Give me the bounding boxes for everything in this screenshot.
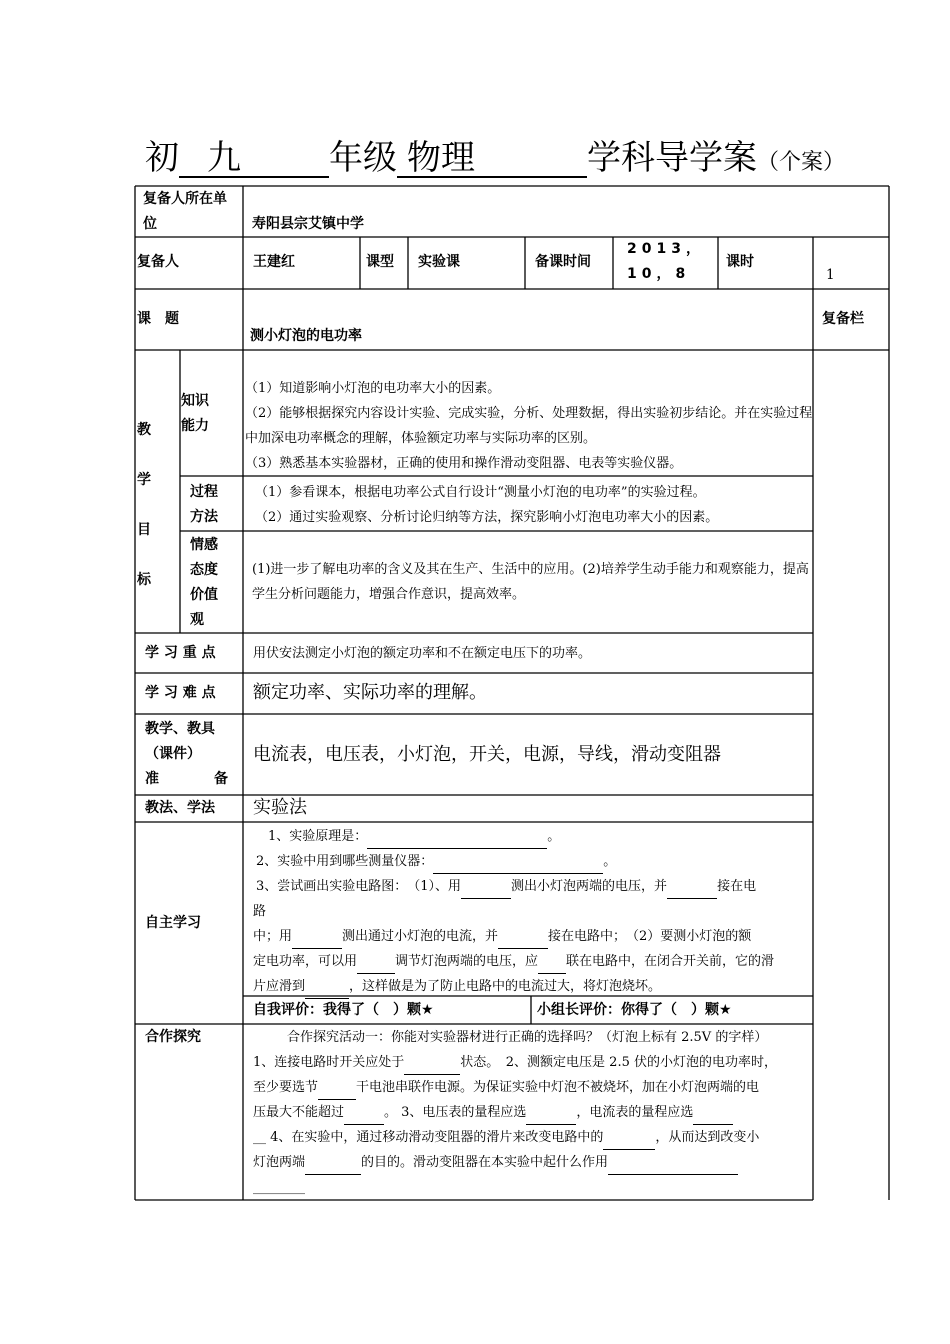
- process-label: 过程方法: [190, 484, 218, 525]
- knowledge-item-3: （3）熟悉基本实验器材，正确的使用和操作滑动变阻器、电表等实验仪器。: [245, 456, 683, 471]
- unit-value: 寿阳县宗艾镇中学: [252, 216, 364, 232]
- cooperation-line-7: ________: [253, 1180, 305, 1195]
- method-label: 教法、学法: [145, 800, 215, 816]
- self-study-line-7: 片应滑到 ，这样做是为了防止电路中的电流过大，将灯泡烧坏。: [253, 974, 661, 999]
- cooperation-line-5: __ 4、在实验中，通过移动滑动变阻器的滑片来改变电路中的 ，从而达到改变小: [253, 1125, 759, 1150]
- prep-time-label: 备课时间: [535, 254, 591, 270]
- process-item-1: （1）参看课本，根据电功率公式自行设计“测量小灯泡的电功率”的实验过程。: [255, 485, 706, 500]
- self-study-line-6: 定电功率，可以用 调节灯泡两端的电压，应 联在电路中，在闭合开关前，它的滑: [253, 949, 774, 974]
- cooperation-label: 合作探究: [145, 1029, 201, 1045]
- tools-label-2: （课件）: [145, 746, 201, 762]
- knowledge-item-2: （2）能够根据探究内容设计实验、完成实验，分析、处理数据，得出实验初步结论。并在实验过程中加深电功率概念的理解，体验额定功率与实际功率的区别。: [245, 406, 813, 446]
- class-hours-label: 课时: [726, 254, 754, 270]
- lesson-type-value: 实验课: [418, 254, 460, 270]
- tools-label-3b: 备: [214, 771, 228, 787]
- prep-time-value: 2013，10，8: [627, 241, 705, 282]
- cooperation-line-6: 灯泡两端 的目的。滑动变阻器在本实验中起什么作用: [253, 1150, 738, 1175]
- difficulties-value: 额定功率、实际功率的理解。: [253, 682, 487, 703]
- title-note: （个案）: [757, 150, 846, 175]
- self-study-line-3: 3、尝试画出实验电路图： （1）、用 测出小灯泡两端的电压，并 接在电: [256, 874, 756, 899]
- self-study-line-4: 路: [253, 904, 267, 919]
- emotion-item: (1)进一步了解电功率的含义及其在生产、生活中的应用。(2)培养学生动手能力和观察能力，提高学生分析问题能力，增强合作意识，提高效率。: [252, 562, 809, 602]
- title-subject-value: 物理: [397, 140, 587, 178]
- group-leader-evaluation: 小组长评价：你得了（ ）颗★: [537, 1002, 732, 1018]
- topic-label: 课 题: [137, 311, 179, 327]
- process-item-2: （2）通过实验观察、分析讨论归纳等方法，探究影响小灯泡电功率大小的因素。: [255, 510, 719, 525]
- preparer-value: 王建红: [253, 254, 295, 270]
- unit-label: 复备人所在单位: [143, 191, 227, 232]
- method-value: 实验法: [253, 797, 307, 818]
- knowledge-label: 知识能力: [181, 393, 209, 434]
- review-column-label: 复备栏: [822, 311, 864, 327]
- emotion-label: 情感态度价值观: [190, 537, 218, 628]
- self-study-line-2: 2、实验中用到哪些测量仪器： 。: [256, 849, 616, 874]
- cooperation-line-1: 合作探究活动一：你能对实验器材进行正确的选择吗？（灯泡上标有 2.5V 的字样）: [287, 1030, 768, 1045]
- cooperation-line-2: 1、连接电路时开关应处于 状态。 2、测额定电压是 2.5 伏的小灯泡的电功率时，: [253, 1050, 777, 1075]
- goals-label: 教学目标: [137, 422, 151, 588]
- cooperation-line-3: 至少要选节 干电池串联作电源。为保证实验中灯泡不被烧坏，加在小灯泡两端的电: [253, 1075, 759, 1100]
- title-grade-label: 年级: [329, 138, 397, 178]
- title-grade-prefix: 初: [145, 138, 179, 178]
- key-points-value: 用伏安法测定小灯泡的额定功率和不在额定电压下的功率。: [253, 646, 592, 661]
- self-study-label: 自主学习: [145, 915, 201, 931]
- tools-label-1: 教学、教具: [145, 721, 215, 737]
- self-study-line-5: 中；用 测出通过小灯泡的电流，并 接在电路中； （2）要测小灯泡的额: [253, 924, 751, 949]
- knowledge-item-1: （1）知道影响小灯泡的电功率大小的因素。: [245, 381, 501, 396]
- tools-value: 电流表，电压表，小灯泡，开关，电源，导线，滑动变阻器: [253, 744, 721, 765]
- page-title: [145, 130, 845, 179]
- title-suffix: 学科导学案: [587, 138, 757, 178]
- difficulties-label: 学 习 难 点: [145, 685, 216, 701]
- preparer-label: 复备人: [137, 254, 179, 270]
- class-hours-value: 1: [826, 267, 835, 283]
- topic-value: 测小灯泡的电功率: [250, 328, 362, 344]
- key-points-label: 学 习 重 点: [145, 645, 216, 661]
- self-evaluation: 自我评价：我得了（ ）颗★: [253, 1002, 434, 1018]
- lesson-type-label: 课型: [366, 254, 394, 270]
- title-grade-value: 九: [179, 140, 329, 178]
- tools-label-3a: 准: [145, 771, 159, 787]
- self-study-line-1: 1、实验原理是： 。: [268, 824, 560, 849]
- cooperation-line-4: 压最大不能超过 。 3、电压表的量程应选 ，电流表的量程应选: [253, 1100, 733, 1125]
